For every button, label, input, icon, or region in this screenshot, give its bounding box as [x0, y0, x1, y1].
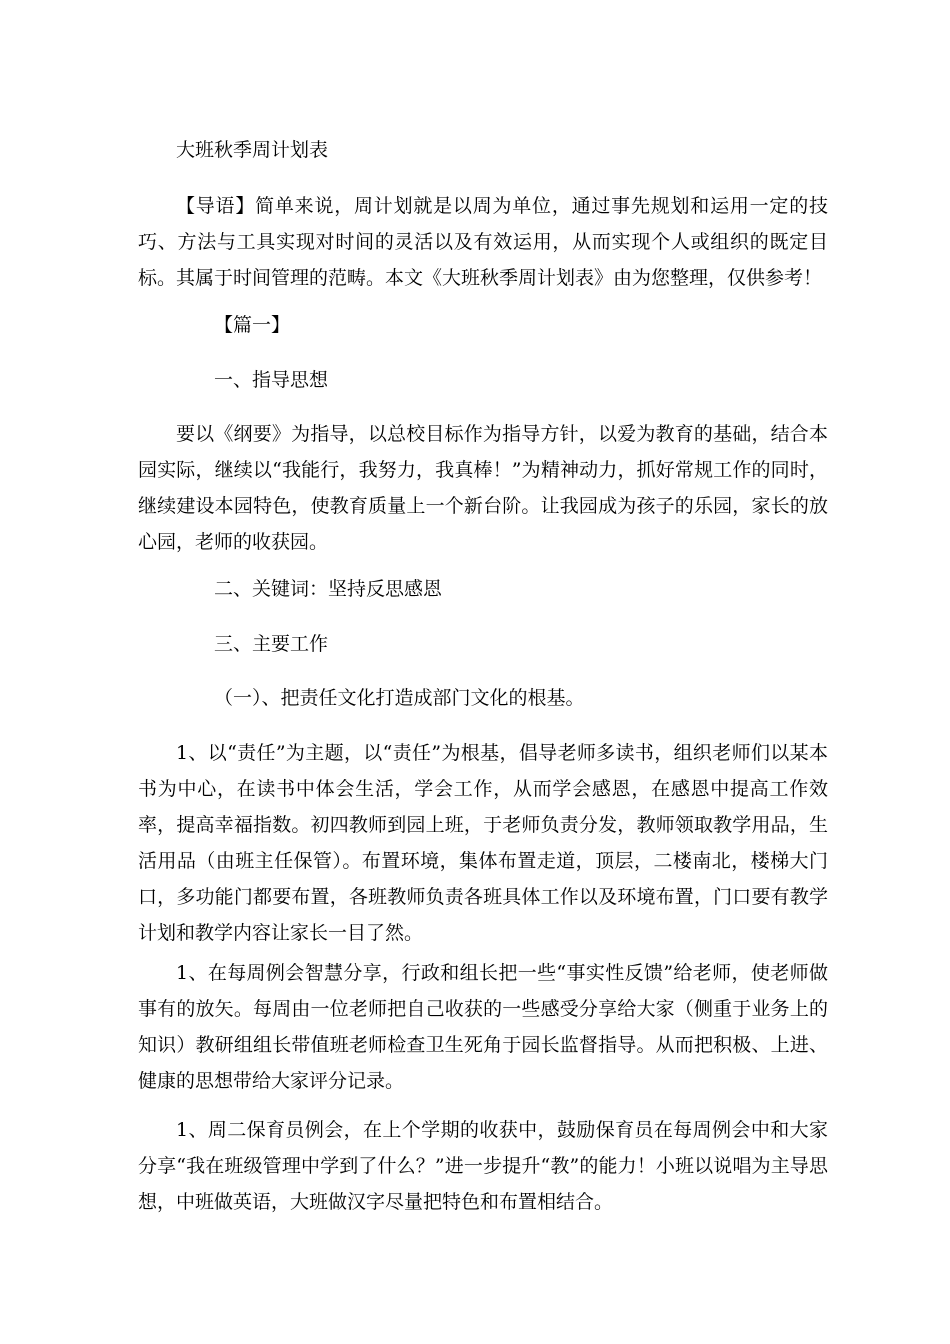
work-item-paragraph: 1、周二保育员例会，在上个学期的收获中，鼓励保育员在每周例会中和大家分享“我在班级管理中学到了什么？”进一步提升“教”的能力！小班以说唱为主导思想，中班做英语，大班做汉字尽量把特色和布置相结合。 [138, 1119, 828, 1213]
intro-paragraph: 【导语】简单来说，周计划就是以周为单位，通过事先规划和运用一定的技巧、方法与工具实现对时间的灵活以及有效运用，从而实现个人或组织的既定目标。其属于时间管理的范畴。本文《大班秋季周计划表》由为您整理，仅供参考！ [138, 195, 828, 289]
work-item-paragraph: 1、以“责任”为主题，以“责任”为根基，倡导老师多读书，组织老师们以某本书为中心，在读书中体会生活，学会工作，从而学会感恩，在感恩中提高工作效率，提高幸福指数。初四教师到园上班，于老师负责分发，教师领取教学用品，生活用品（由班主任保管）。布置环境，集体布置走道，顶层，二楼南北，楼梯大门口，多功能门都要布置，各班教师负责各班具体工作以及环境布置，门口要有教学计划和教学内容让家长一目了然。 [138, 742, 828, 944]
part-label: 【篇一】 [214, 314, 291, 336]
subsection-heading-responsibility: （一）、把责任文化打造成部门文化的根基。 [214, 687, 585, 709]
section-heading-keywords: 二、关键词：坚持反思感恩 [214, 578, 443, 600]
document-title: 大班秋季周计划表 [176, 139, 329, 161]
guiding-thought-paragraph: 要以《纲要》为指导，以总校目标作为指导方针，以爱为教育的基础，结合本园实际，继续以“我能行，我努力，我真棒！”为精神动力，抓好常规工作的同时，继续建设本园特色，使教育质量上一个新台阶。让我园成为孩子的乐园，家长的放心园，老师的收获园。 [138, 423, 828, 553]
section-heading-guiding-thought: 一、指导思想 [214, 369, 329, 391]
work-item-paragraph: 1、在每周例会智慧分享，行政和组长把一些“事实性反馈”给老师，使老师做事有的放矢。每周由一位老师把自己收获的一些感受分享给大家（侧重于业务上的知识）教研组组长带值班老师检查卫生死角于园长监督指导。从而把积极、上进、健康的思想带给大家评分记录。 [138, 962, 828, 1092]
section-heading-main-work: 三、主要工作 [214, 633, 329, 655]
